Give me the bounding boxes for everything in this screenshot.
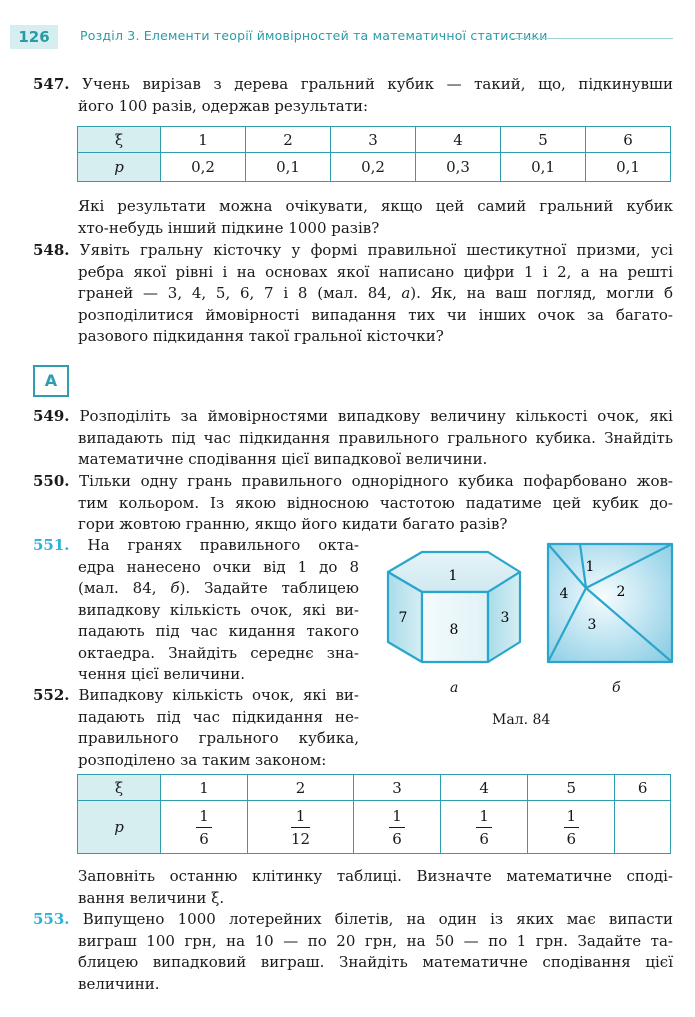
problem-number: 550. <box>33 472 70 490</box>
section-badge: А <box>33 365 69 397</box>
table-cell <box>441 801 528 854</box>
p-label: p <box>78 153 161 182</box>
text-line: виграш 100 грн, на 10 — по 20 грн, на 50 — по 1 грн. Задайте та- <box>78 931 673 950</box>
fraction: $\frac{1}{6}$ <box>564 807 580 848</box>
text-line: вання величини ξ. <box>78 888 225 907</box>
table-cell: 0,3 <box>416 153 501 182</box>
problem-547-question <box>78 196 673 239</box>
text-line: математичне сподівання цієї випадкової величини. <box>78 450 488 468</box>
table-cell: 0,1 <box>586 153 671 182</box>
page-number: 126 <box>10 25 58 49</box>
table-552 <box>77 774 671 854</box>
table-cell: 3 <box>353 775 440 801</box>
table-cell: 3 <box>331 127 416 153</box>
text-line: розподілено за таким законом: <box>78 750 327 769</box>
xi-label: ξ <box>78 775 161 801</box>
text-line: октаедра. Знайдіть середнє зна- <box>78 643 359 662</box>
table-cell: 0,1 <box>501 153 586 182</box>
table-cell: 5 <box>501 127 586 153</box>
problem-550 <box>33 471 673 536</box>
table-547 <box>77 126 671 182</box>
table-cell: 2 <box>248 775 354 801</box>
problem-number: 549. <box>33 407 70 425</box>
text-line: хто-небудь інший підкине 1000 разів? <box>78 218 380 237</box>
octa-label: 4 <box>559 586 569 602</box>
problem-number: 551. <box>33 536 70 554</box>
text-line: випадкову кількість очок, які ви- <box>78 600 359 619</box>
prism-label: 1 <box>448 568 458 584</box>
table-cell: 1 <box>161 775 248 801</box>
problem-549 <box>33 406 673 471</box>
text-line: Учень вирізав з дерева гральний кубик — такий, що, підкинувши <box>82 75 673 93</box>
text-line: Тільки одну грань правильного однорідного кубика пофарбовано жов- <box>79 472 673 490</box>
prism-label: 7 <box>398 610 408 626</box>
text-line: чення цієї величини. <box>78 665 245 683</box>
text-line: На гранях правильного окта- <box>87 536 359 554</box>
fraction: $\frac{1}{6}$ <box>476 807 492 848</box>
text-line: гори жовтою гранню, якщо його кидати багато разів? <box>78 515 508 533</box>
table-cell: 1 <box>161 127 246 153</box>
text-line: едра нанесено очки від 1 до 8 <box>78 557 359 576</box>
problem-number: 553. <box>33 910 70 928</box>
text-line: правильного грального кубика, <box>78 729 359 747</box>
text-line: граней — 3, 4, 5, 6, 7 і 8 (мал. 84, а). Як, на ваш погляд, могли б <box>78 284 673 302</box>
fraction: $\frac{1}{6}$ <box>389 807 405 848</box>
table-cell: 2 <box>246 127 331 153</box>
page-header <box>0 22 695 52</box>
text-line: Які результати можна очікувати, якщо цей самий гральний кубик <box>78 197 673 215</box>
octa-label: 2 <box>616 584 626 600</box>
figure-label-a: а <box>450 680 459 696</box>
text-line: Уявіть гральну кісточку у формі правильної шестикутної призми, усі <box>79 241 673 259</box>
table-cell <box>248 801 354 854</box>
header-rule <box>510 38 673 39</box>
fraction: $\frac{1}{6}$ <box>196 807 212 848</box>
text-line: (мал. 84, б). Задайте таблицею <box>78 579 359 597</box>
figure-84 <box>380 540 680 700</box>
problem-553 <box>33 909 673 995</box>
prism-label: 8 <box>449 622 459 638</box>
text-line: падають під час підкидання не- <box>78 707 359 726</box>
table-cell: 6 <box>615 775 671 801</box>
text-line: Випадкову кількість очок, які ви- <box>78 686 359 704</box>
text-line: величини. <box>78 974 160 993</box>
text-line: разового підкидання такої гральної кісточки? <box>78 327 444 345</box>
problem-552-question <box>78 866 673 909</box>
xi-label: ξ <box>78 127 161 153</box>
problem-547 <box>33 74 673 117</box>
text-line: його 100 разів, одержав результати: <box>78 96 369 115</box>
text-line: падають під час кидання такого <box>78 622 359 640</box>
table-cell: 0,2 <box>331 153 416 182</box>
empty-cell <box>615 801 671 854</box>
table-cell: 0,2 <box>161 153 246 182</box>
table-cell: 0,1 <box>246 153 331 182</box>
text-line: Розподіліть за ймовірностями випадкову величину кількості очок, які <box>79 407 673 425</box>
octahedron <box>548 544 672 662</box>
problem-552 <box>33 685 359 771</box>
text-line: тим кольором. Із якою відносною частотою падатиме цей кубик до- <box>78 493 673 512</box>
text-line: розподілитися ймовірності випадання тих чи інших очок за багато- <box>78 305 673 324</box>
text-line: Випущено 1000 лотерейних білетів, на один із яких має випасти <box>82 910 673 928</box>
table-cell <box>353 801 440 854</box>
problem-number: 547. <box>33 75 70 93</box>
problem-number: 548. <box>33 241 70 259</box>
problem-551 <box>33 535 359 686</box>
p-label: p <box>78 801 161 854</box>
text-line: ребра якої рівні і на основах якої написано цифри 1 і 2, а на решті <box>78 262 673 281</box>
problem-number: 552. <box>33 686 70 704</box>
table-cell <box>528 801 615 854</box>
table-cell <box>161 801 248 854</box>
problem-548 <box>33 240 673 348</box>
table-cell: 4 <box>441 775 528 801</box>
text-line: блицею випадковий виграш. Знайдіть математичне сподівання цієї <box>78 953 673 971</box>
fraction: $\frac{1}{12}$ <box>291 806 311 848</box>
figure-caption: Мал. 84 <box>492 712 551 728</box>
chapter-title: Розділ 3. Елементи теорії ймовірностей та математичної статистики <box>80 28 548 43</box>
text-line: випадають під час підкидання правильного грального кубика. Знайдіть <box>78 428 673 447</box>
prism-label: 3 <box>500 610 510 626</box>
table-cell: 5 <box>528 775 615 801</box>
figure-label-b: б <box>612 680 621 696</box>
octa-label: 3 <box>587 617 597 633</box>
table-cell: 6 <box>586 127 671 153</box>
table-cell: 4 <box>416 127 501 153</box>
octa-label: 1 <box>585 559 595 575</box>
text-line: Заповніть останню клітинку таблиці. Визначте математичне споді- <box>78 867 673 885</box>
